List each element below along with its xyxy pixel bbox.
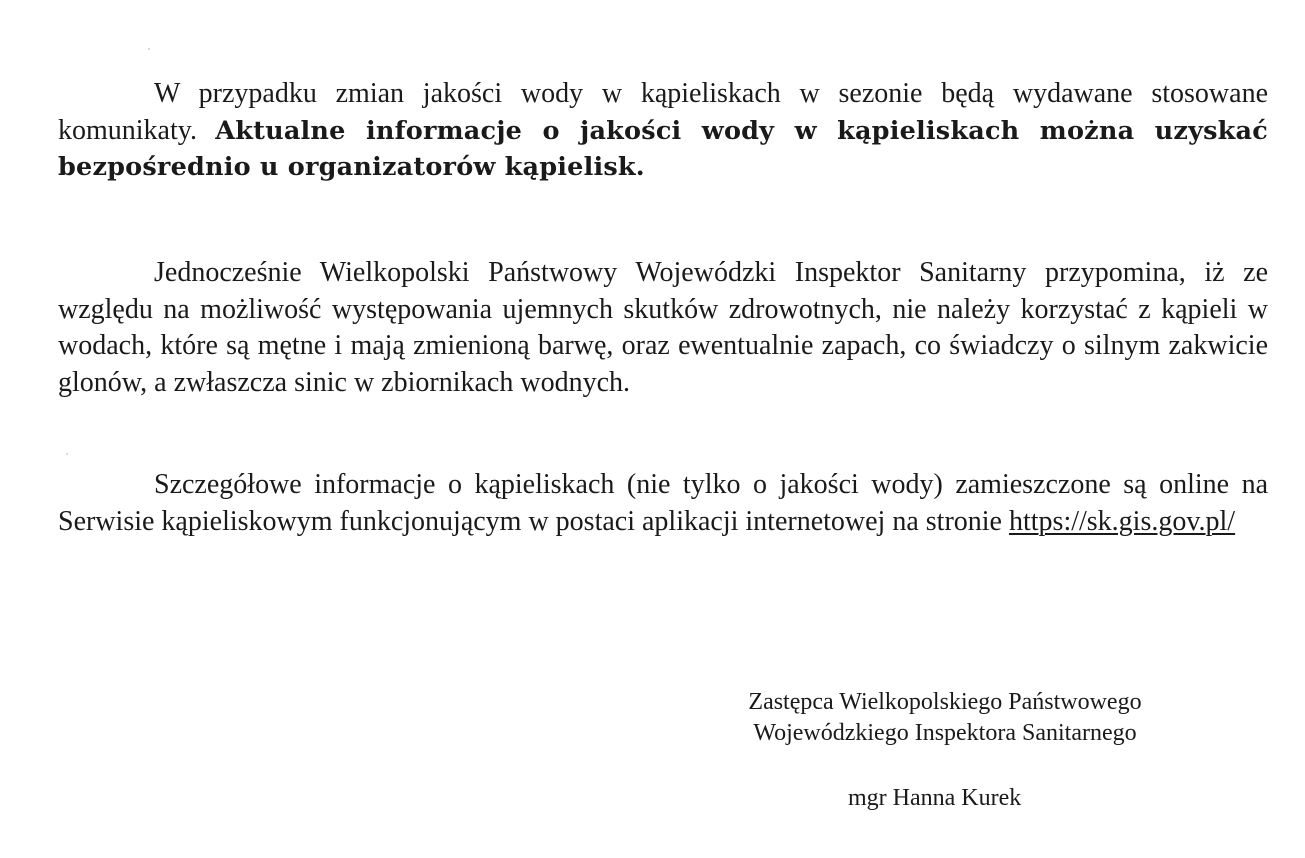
signature-name: mgr Hanna Kurek <box>848 785 1022 811</box>
signature-title-line-1: Zastępca Wielkopolskiego Państwowego <box>748 689 1142 715</box>
paragraph-bold-text: Aktualne informacje o jakości wody w kąpieliskach można uzyskać bezpośrednio u organizatorów kąpielisk. <box>58 115 1268 182</box>
paragraph-text: Szczegółowe informacje o kąpieliskach (nie tylko o jakości wody) zamieszczone są online na Serwisie kąpieliskowym funkcjonującym w postaci aplikacji internetowej na stronie <box>58 469 1268 537</box>
paragraph-text: W przypadku zmian jakości wody w kąpieliskach w sezonie będą wydawane stosowane komunikaty. <box>58 78 1268 146</box>
paragraph-online-info <box>58 467 1268 540</box>
paragraph-water-quality-changes <box>58 76 1268 186</box>
scan-speck <box>66 453 68 455</box>
paragraph-text: Jednocześnie Wielkopolski Państwowy Wojewódzki Inspektor Sanitarny przypomina, iż ze względu na możliwość występowania ujemnych skutków zdrowotnych, nie należy korzystać z kąpieli w wodach, które są mętne i mają zmienioną barwę, oraz ewentualnie zapach, co świadczy o silnym zakwicie glonów, a zwłaszcza sinic w zbiornikach wodnych. <box>58 257 1268 398</box>
service-link[interactable]: https://sk.gis.gov.pl/ <box>1008 505 1236 537</box>
signature-title-line-2: Wojewódzkiego Inspektora Sanitarnego <box>753 720 1137 746</box>
scan-speck <box>148 48 150 50</box>
paragraph-health-warning <box>58 255 1268 401</box>
